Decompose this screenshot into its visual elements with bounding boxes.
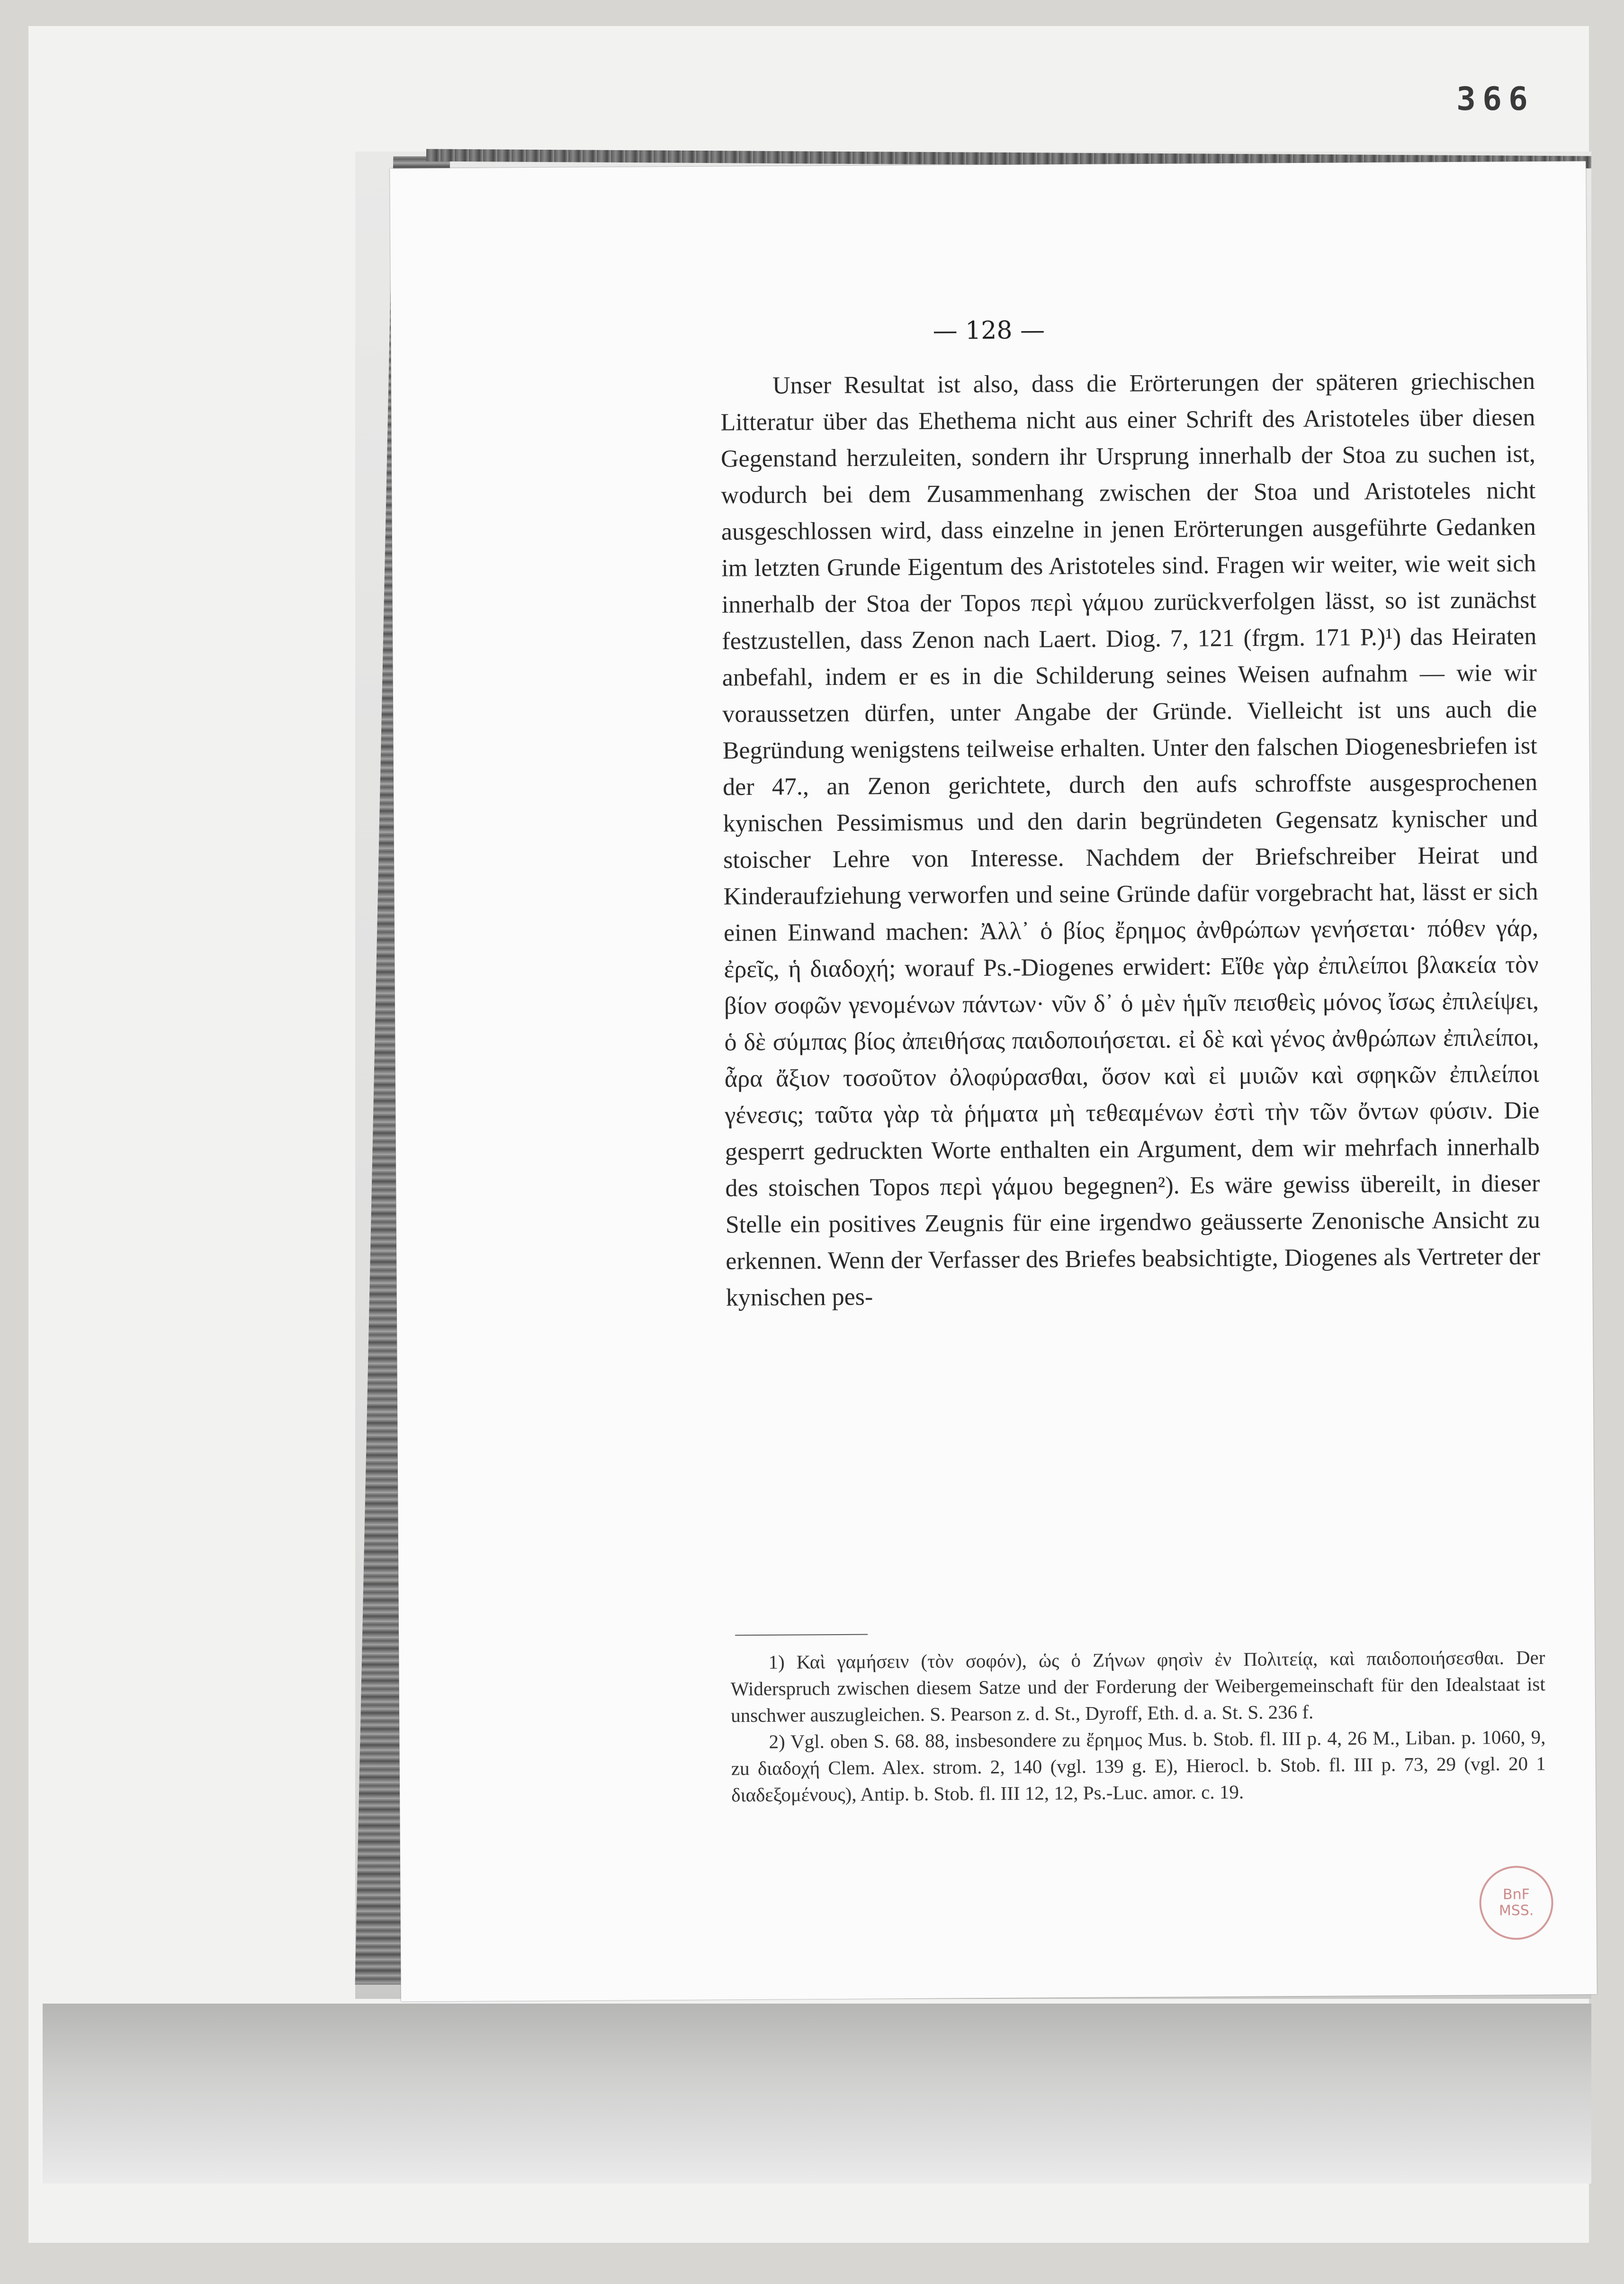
copy-shadow bbox=[43, 2004, 1591, 2184]
footnote-2: 2) Vgl. oben S. 68. 88, insbesondere zu ἔρημος Mus. b. Stob. fl. III p. 4, 26 M., Liban. p. 1060, 9, zu διαδοχή Clem. Alex. strom. 2, 140 (vgl. 139 g. E), Hierocl. b. Stob. fl. III p. 73, 29 (vgl. 20 1 διαδεξομένους), Antip. b. Stob. fl. III 12, 12, Ps.-Luc. amor. c. 19. bbox=[731, 1726, 1546, 1806]
stamp-line-2: MSS. bbox=[1498, 1902, 1534, 1919]
library-stamp bbox=[1479, 1866, 1553, 1940]
footnote-1: 1) Καὶ γαμήσειν (τὸν σοφόν), ὡς ὁ Ζήνων φησὶν ἐν Πολιτείᾳ, καὶ παιδοποιήσεσθαι. Der Widerspruch zwischen diesem Satze und der Forderung der Weibergemeinschaft für den Idealstaat ist unschwer auszugleichen. S. Pearson z. d. St., Dyroff, Eth. d. a. St. S. 236 f. bbox=[730, 1646, 1545, 1726]
book-page bbox=[390, 161, 1597, 2001]
body-paragraph: Unser Resultat ist also, dass die Erörterungen der späteren griechischen Litteratur über das Ehethema nicht aus einer Schrift des Aristoteles über diesen Gegenstand herzuleiten, sondern ihr Ursprung innerhalb der Stoa zu suchen ist, wodurch bei dem Zusammenhang zwischen der Stoa und Aristoteles nicht ausgeschlossen wird, dass einzelne in jenen Erörterungen ausgeführte Gedanken im letzten Grunde Eigentum des Aristoteles sind. Fragen wir weiter, wie weit sich innerhalb der Stoa der Topos περὶ γάμου zurückverfolgen lässt, so ist zunächst festzustellen, dass Zenon nach Laert. Diog. 7, 121 (frgm. 171 P.)¹) das Heiraten anbefahl, indem er es in die Schilderung seines Weisen aufnahm — wie wir voraussetzen dürfen, unter Angabe der Gründe. Vielleicht ist uns auch die Begründung wenigstens teilweise erhalten. Unter den falschen Diogenesbriefen ist der 47., an Zenon gerichtete, durch den aufs schroffste ausgesprochenen kynischen Pessimismus und den darin begründeten Gegensatz kynischer und stoischer Lehre von Interesse. Nachdem der Briefschreiber Heirat und Kinderaufziehung verworfen und seine Gründe dafür vorgebracht hat, lässt er sich einen Einwand machen: Ἀλλ᾽ ὁ βίος ἔρημος ἀνθρώπων γενήσεται· πόθεν γάρ, ἐρεῖς, ἡ διαδοχή; worauf Ps.-Diogenes erwidert: Εἴθε γὰρ ἐπιλείποι βλακεία τὸν βίον σοφῶν γενομένων πάντων· νῦν δ᾽ ὁ μὲν ἡμῖν πεισθεὶς μόνος ἴσως ἐπιλείψει, ὁ δὲ σύμπας βίος ἀπειθήσας παιδοποιήσεται. εἰ δὲ καὶ γένος ἀνθρώπων ἐπιλείποι, ἆρα ἄξιον τοσοῦτον ὀλοφύρασθαι, ὅσον καὶ εἰ μυιῶν καὶ σφηκῶν ἐπιλείποι γένεσις; ταῦτα γὰρ τὰ ῥήματα μὴ τεθεαμένων ἐστὶ τὴν τῶν ὄντων φύσιν. Die gesperrt gedruckten Worte enthalten ein Argument, dem wir mehrfach innerhalb des stoischen Topos περὶ γάμου begegnen²). Es wäre gewiss übereilt, in dieser Stelle ein positives Zeugnis für eine irgendwo geäusserte Zenonische Ansicht zu erkennen. Wenn der Verfasser des Briefes beabsichtigte, Diogenes als Vertreter der kynischen pes- bbox=[720, 367, 1541, 1312]
stamp-line-1: BnF bbox=[1502, 1886, 1530, 1903]
folio-number: 366 bbox=[1456, 81, 1534, 118]
page-number: — 128 — bbox=[933, 316, 1045, 345]
footnotes bbox=[730, 1644, 1546, 1808]
footnote-rule bbox=[735, 1634, 868, 1636]
